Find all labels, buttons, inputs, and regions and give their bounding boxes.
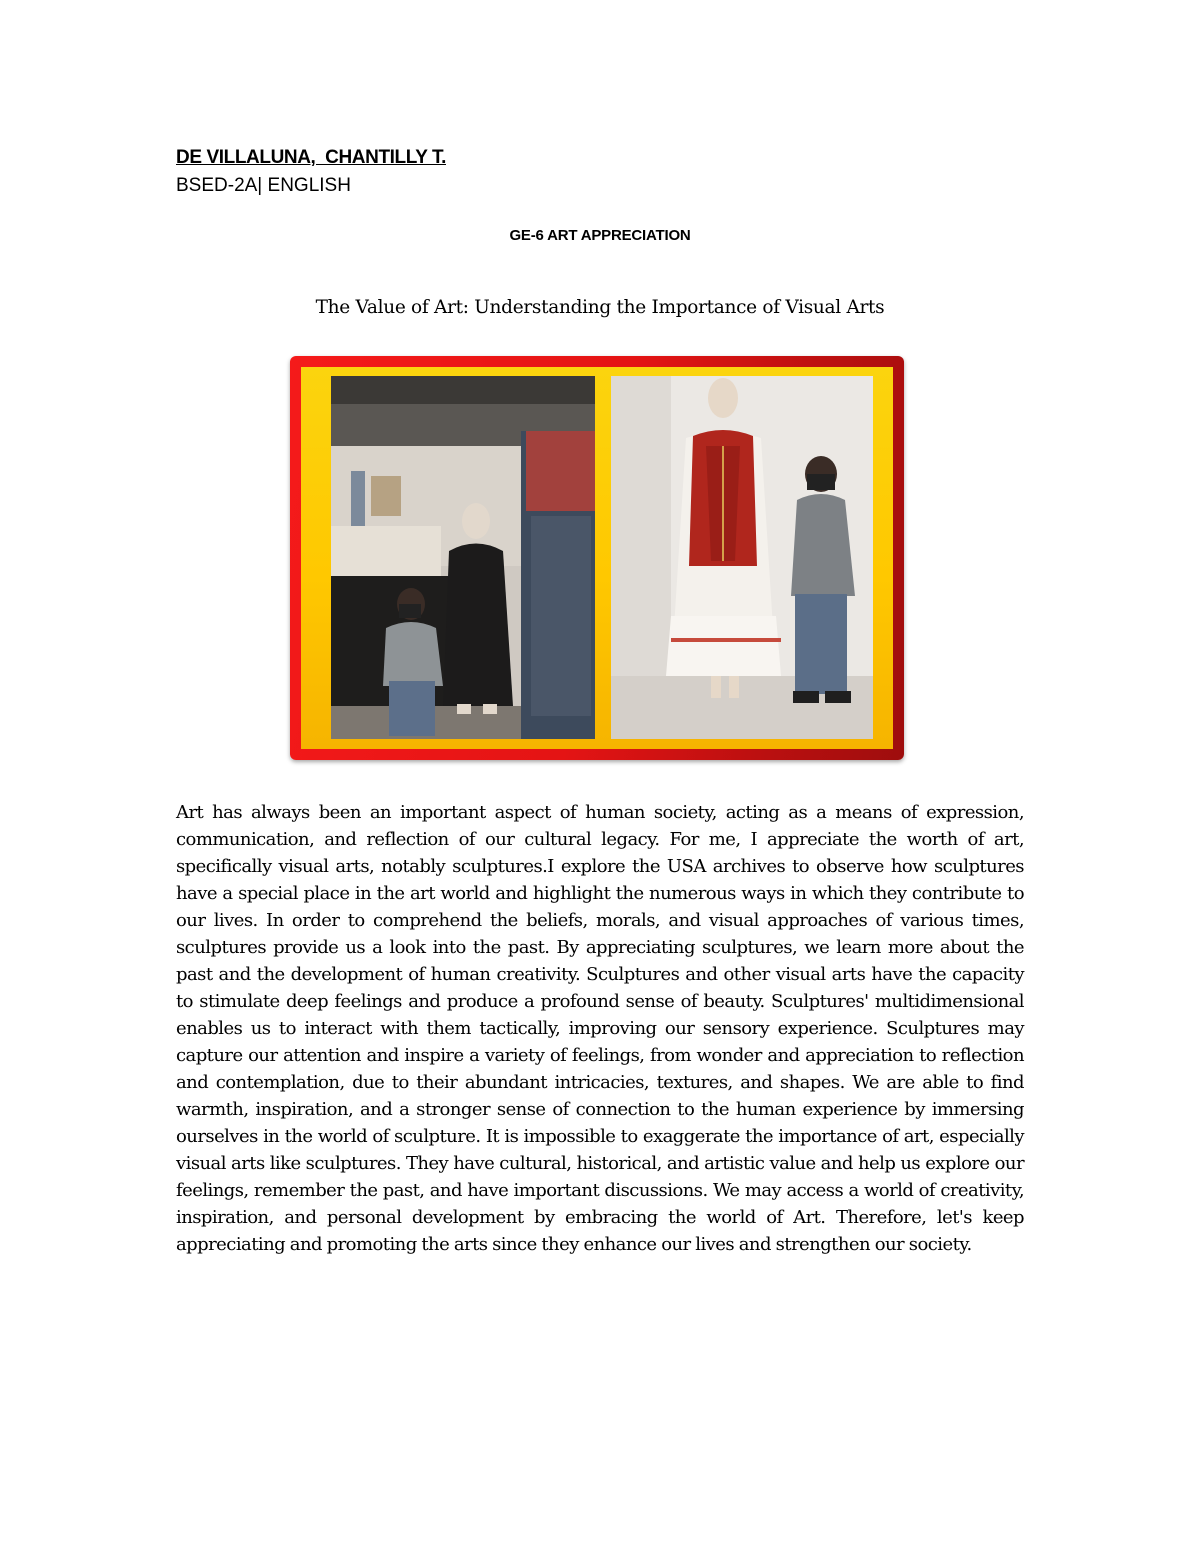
photo-frame-inner [301, 367, 893, 749]
essay-title: The Value of Art: Understanding the Importance of Visual Arts [315, 297, 885, 318]
essay-body: Art has always been an important aspect of human society, acting as a means of expression, communication, and reflection of our cultural legacy. For me, I appreciate the worth of art, specifically visual arts, notably sculptures.I explore the USA archives to observe how sculptures have a special place in the art world and highlight the numerous ways in which they contribute to our lives. In order to comprehend the beliefs, morals, and visual approaches of various times, sculptures provide us a look into the past. By appreciating sculptures, we learn more about the past and the development of human creativity. Sculptures and other visual arts have the capacity to stimulate deep feelings and produce a profound sense of beauty. Sculptures' multidimensional enables us to interact with them tactically, improving our sensory experience. Sculptures may capture our attention and inspire a variety of feelings, from wonder and appreciation to reflection and contemplation, due to their abundant intricacies, textures, and shapes. We are able to find warmth, inspiration, and a stronger sense of connection to the human experience by immersing ourselves in the world of sculpture. It is impossible to exaggerate the importance of art, especially visual arts like sculptures. They have cultural, historical, and artistic value and help us explore our feelings, remember the past, and have important discussions. We may access a world of creativity, inspiration, and personal development by embracing the world of Art. Therefore, let's keep appreciating and promoting the arts since they enhance our lives and strengthen our society. [176, 802, 1024, 1255]
author-name: DE VILLALUNA, CHANTILLY T. [176, 147, 446, 168]
course-section: BSED-2A| ENGLISH [176, 175, 351, 196]
photo-student-with-vestment-mannequin [611, 376, 873, 739]
photo-student-with-habit-mannequin [331, 376, 595, 739]
course-title: GE-6 ART APPRECIATION [509, 227, 691, 244]
photo-frame [290, 356, 904, 760]
